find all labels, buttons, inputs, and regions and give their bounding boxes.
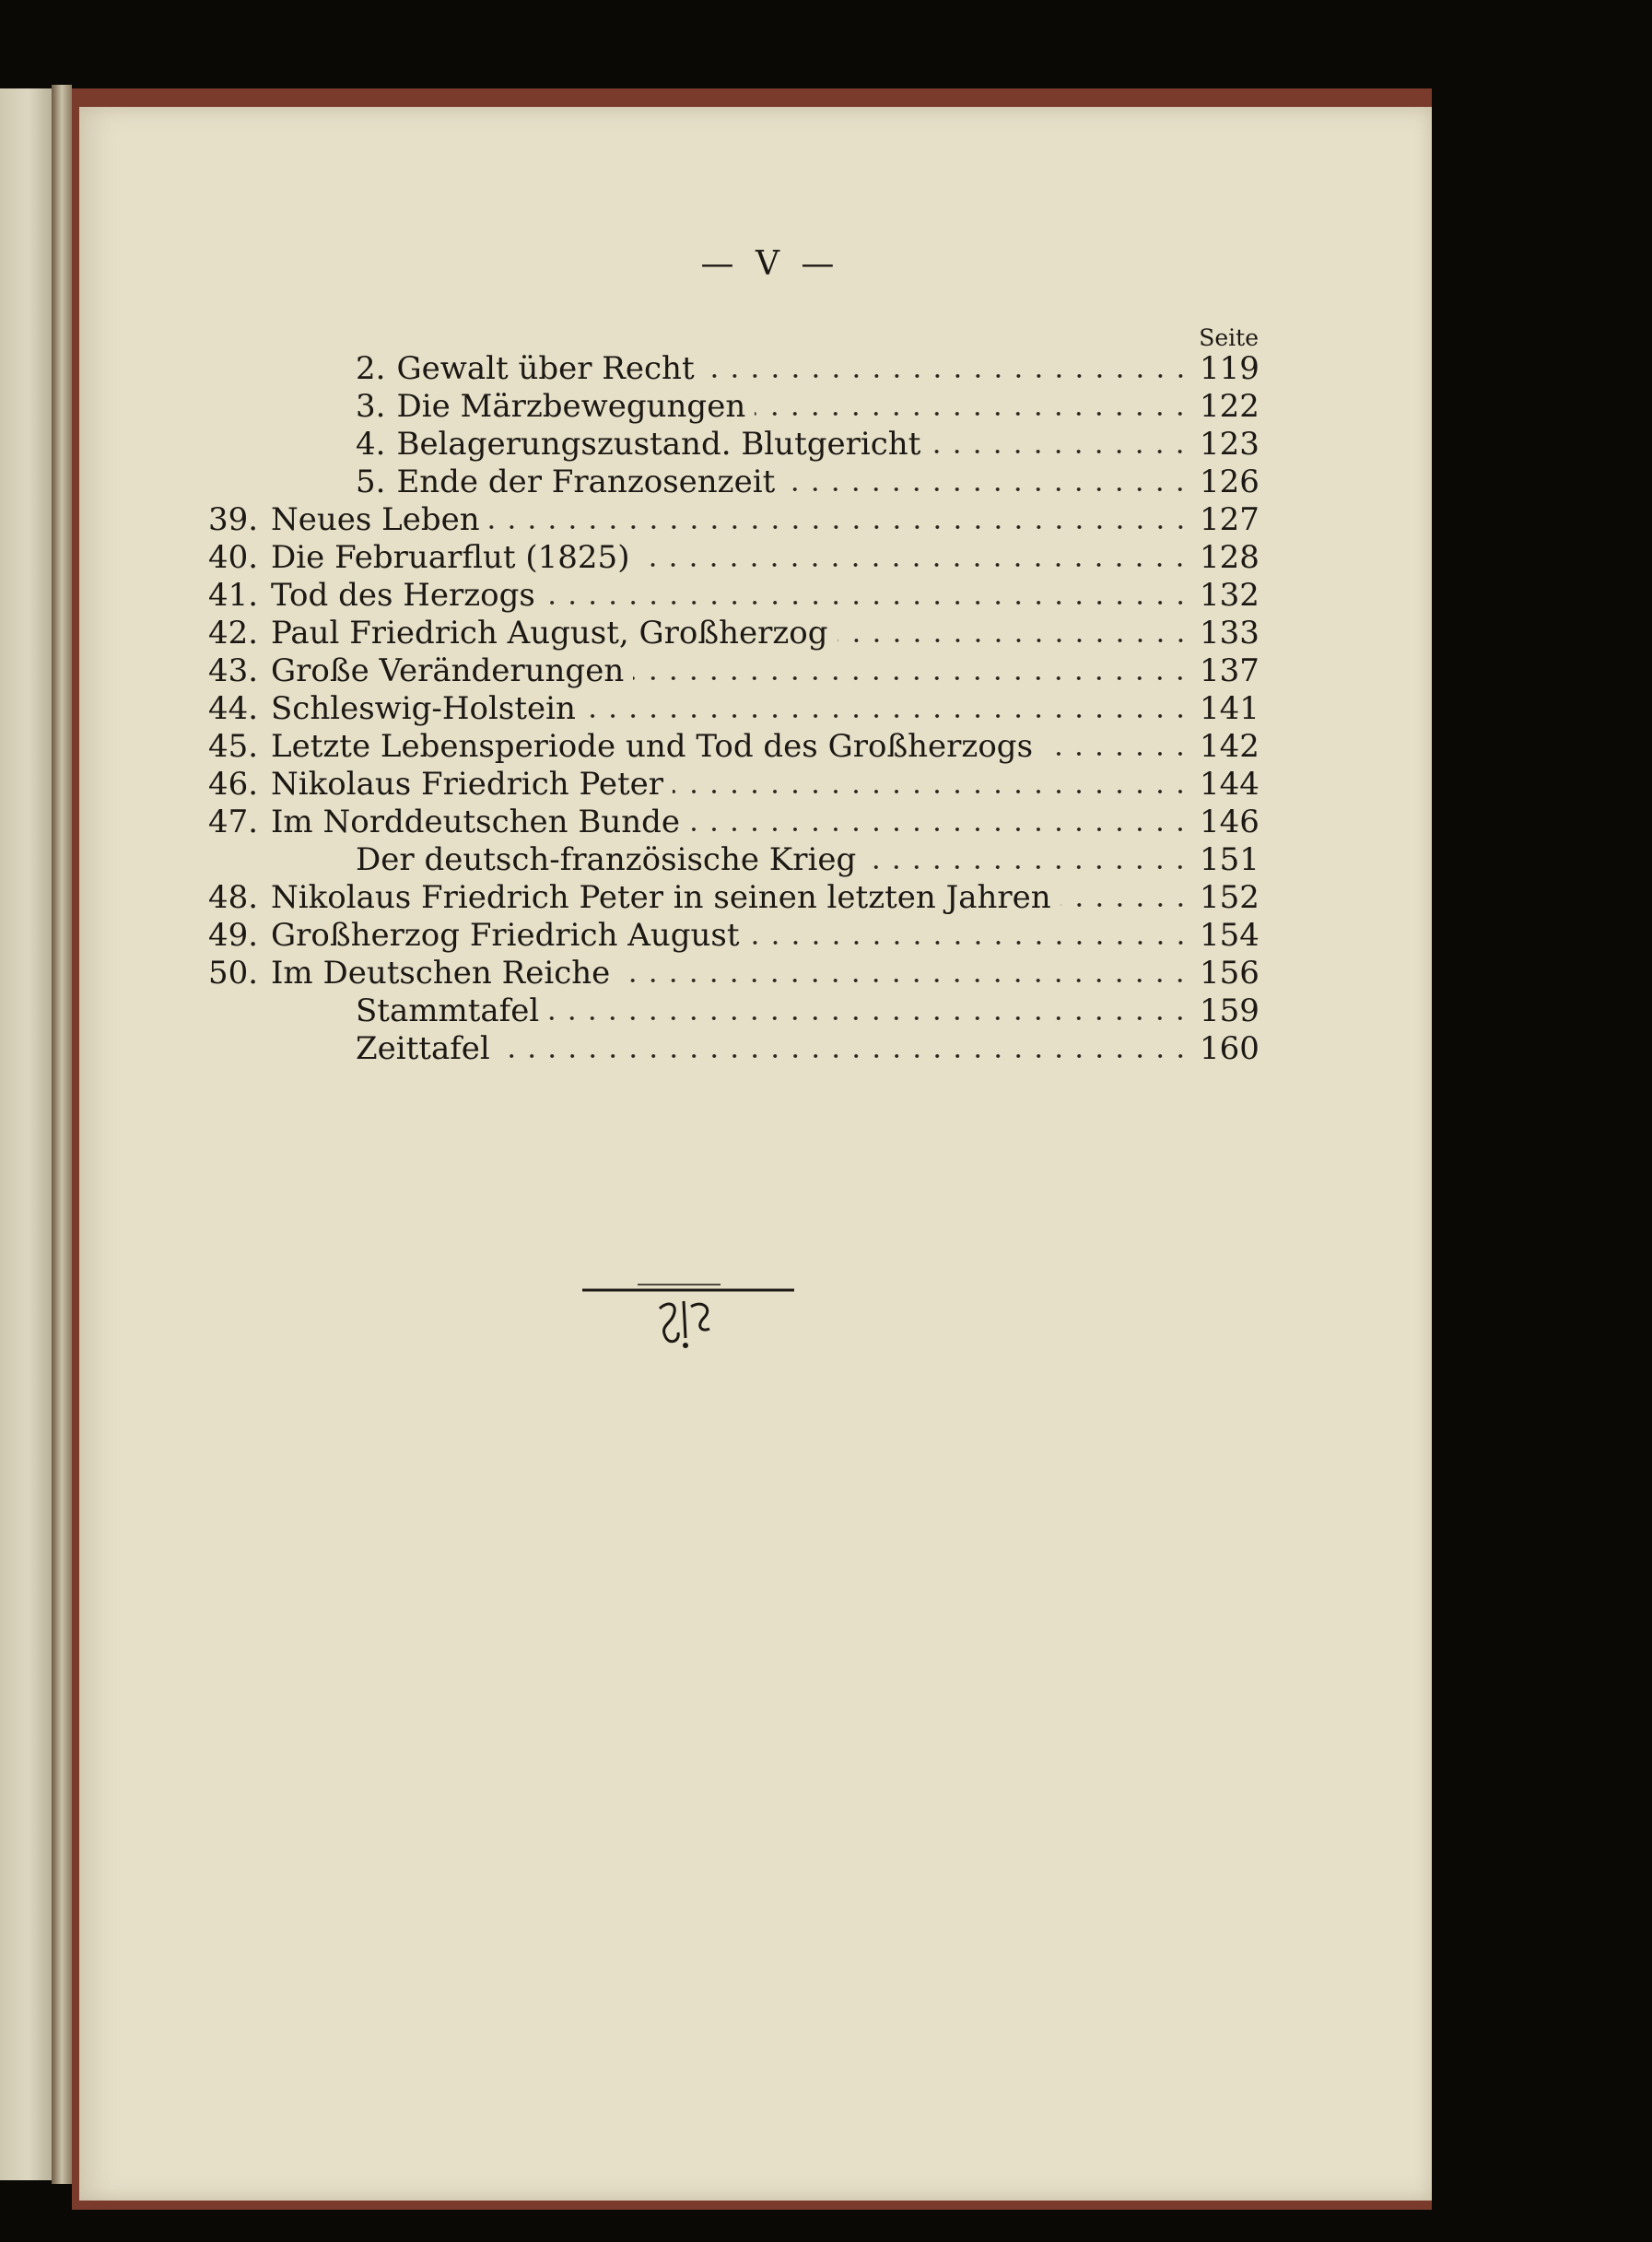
toc-entry (208, 917, 1259, 955)
dot-leader (784, 487, 1190, 491)
toc-entry-title: Große Veränderungen (271, 652, 625, 689)
dot-leader (1060, 903, 1190, 907)
toc-entry (208, 615, 1259, 652)
toc-entry (208, 652, 1259, 690)
page-column-label: Seite (1199, 324, 1259, 351)
toc-entry-title: Großherzog Friedrich August (271, 917, 740, 954)
dot-leader (704, 374, 1190, 378)
toc-entry (208, 388, 1259, 426)
toc-entry-title: Die Märzbewegungen (396, 388, 746, 425)
toc-page-number: 152 (1200, 879, 1260, 916)
toc-section-number: 4. (356, 426, 386, 463)
toc-section-number: 5. (356, 464, 386, 500)
toc-page-number: 122 (1200, 388, 1260, 425)
toc-page-number: 133 (1200, 615, 1260, 651)
toc-entry-title: Im Deutschen Reiche (271, 955, 611, 992)
toc-section-number: 2. (356, 350, 386, 387)
toc-entry (208, 539, 1259, 577)
toc-page-number: 141 (1200, 690, 1260, 727)
dot-leader (865, 865, 1190, 869)
toc-chapter-number: 45. (208, 728, 259, 765)
toc-entry (208, 955, 1259, 992)
toc-entry-title: Paul Friedrich August, Großherzog (271, 615, 828, 651)
toc-page-number: 154 (1200, 917, 1260, 954)
dot-leader (689, 828, 1190, 831)
toc-entry-title: Stammtafel (356, 992, 540, 1029)
toc-chapter-number: 41. (208, 577, 259, 614)
toc-chapter-number: 46. (208, 766, 259, 803)
toc-entry (208, 766, 1259, 804)
book-spine (52, 85, 72, 2184)
toc-chapter-number: 50. (208, 955, 259, 992)
toc-chapter-number: 48. (208, 879, 259, 916)
book-page (79, 107, 1432, 2201)
dot-leader (755, 412, 1190, 416)
dot-leader (585, 714, 1190, 718)
dot-leader (633, 676, 1190, 680)
toc-page-number: 123 (1200, 426, 1260, 463)
toc-chapter-number: 39. (208, 501, 259, 538)
toc-entry-title: Die Februarflut (1825) (271, 539, 630, 576)
dot-leader (489, 525, 1190, 529)
dot-leader (548, 1016, 1190, 1020)
toc-page-number: 137 (1200, 652, 1260, 689)
toc-entry (208, 1030, 1259, 1068)
dot-leader (619, 979, 1190, 982)
toc-page-number: 142 (1200, 728, 1260, 765)
dot-leader (673, 790, 1190, 793)
toc-entry-title: Tod des Herzogs (271, 577, 535, 614)
toc-page-number: 126 (1200, 464, 1260, 500)
toc-entry-title: Nikolaus Friedrich Peter (271, 766, 663, 803)
toc-page-number: 159 (1200, 992, 1260, 1029)
toc-section-number: 3. (356, 388, 386, 425)
dot-leader (930, 450, 1190, 453)
toc-entry-title: Belagerungszustand. Blutgericht (396, 426, 921, 463)
toc-entry (208, 992, 1259, 1030)
toc-page-number: 132 (1200, 577, 1260, 614)
toc-chapter-number: 42. (208, 615, 259, 651)
running-head: — V — (700, 245, 840, 283)
toc-chapter-number: 49. (208, 917, 259, 954)
left-page-edge (0, 88, 52, 2180)
toc-entry (208, 350, 1259, 388)
dot-leader (1042, 752, 1190, 756)
toc-entry-title: Nikolaus Friedrich Peter in seinen letzten Jahren (271, 879, 1051, 916)
toc-page-number: 127 (1200, 501, 1260, 538)
toc-entry-title: Schleswig-Holstein (271, 690, 576, 727)
toc-entry (208, 501, 1259, 539)
toc-page-number: 128 (1200, 539, 1260, 576)
dot-leader (499, 1054, 1190, 1058)
toc-entry (208, 841, 1259, 879)
toc-entry-title: Im Norddeutschen Bunde (271, 804, 681, 840)
toc-page-number: 119 (1200, 350, 1260, 387)
toc-page-number: 144 (1200, 766, 1260, 803)
toc-entry-title: Ende der Franzosenzeit (396, 464, 776, 500)
toc-entry (208, 426, 1259, 464)
toc-entry-title: Der deutsch-französische Krieg (356, 841, 857, 878)
toc-entry (208, 577, 1259, 615)
toc-entry (208, 804, 1259, 841)
dot-leader (545, 601, 1190, 605)
toc-page-number: 146 (1200, 804, 1260, 840)
toc-chapter-number: 43. (208, 652, 259, 689)
toc-entry (208, 464, 1259, 501)
toc-entry-title: Neues Leben (271, 501, 480, 538)
toc-chapter-number: 40. (208, 539, 259, 576)
toc-entry-title: Gewalt über Recht (396, 350, 695, 387)
dot-leader (639, 563, 1190, 567)
toc-chapter-number: 44. (208, 690, 259, 727)
toc-entry (208, 879, 1259, 917)
dot-leader (749, 941, 1190, 945)
toc-page-number: 156 (1200, 955, 1260, 992)
toc-entry-title: Zeittafel (356, 1030, 490, 1067)
toc-chapter-number: 47. (208, 804, 259, 840)
toc-entry (208, 728, 1259, 766)
dot-leader (838, 639, 1190, 642)
toc-entry (208, 690, 1259, 728)
toc-page-number: 160 (1200, 1030, 1260, 1067)
toc-page-number: 151 (1200, 841, 1260, 878)
toc-entry-title: Letzte Lebensperiode und Tod des Großherzogs (271, 728, 1034, 765)
flourish-ornament-icon (582, 1281, 794, 1358)
table-of-contents (208, 350, 1259, 1068)
